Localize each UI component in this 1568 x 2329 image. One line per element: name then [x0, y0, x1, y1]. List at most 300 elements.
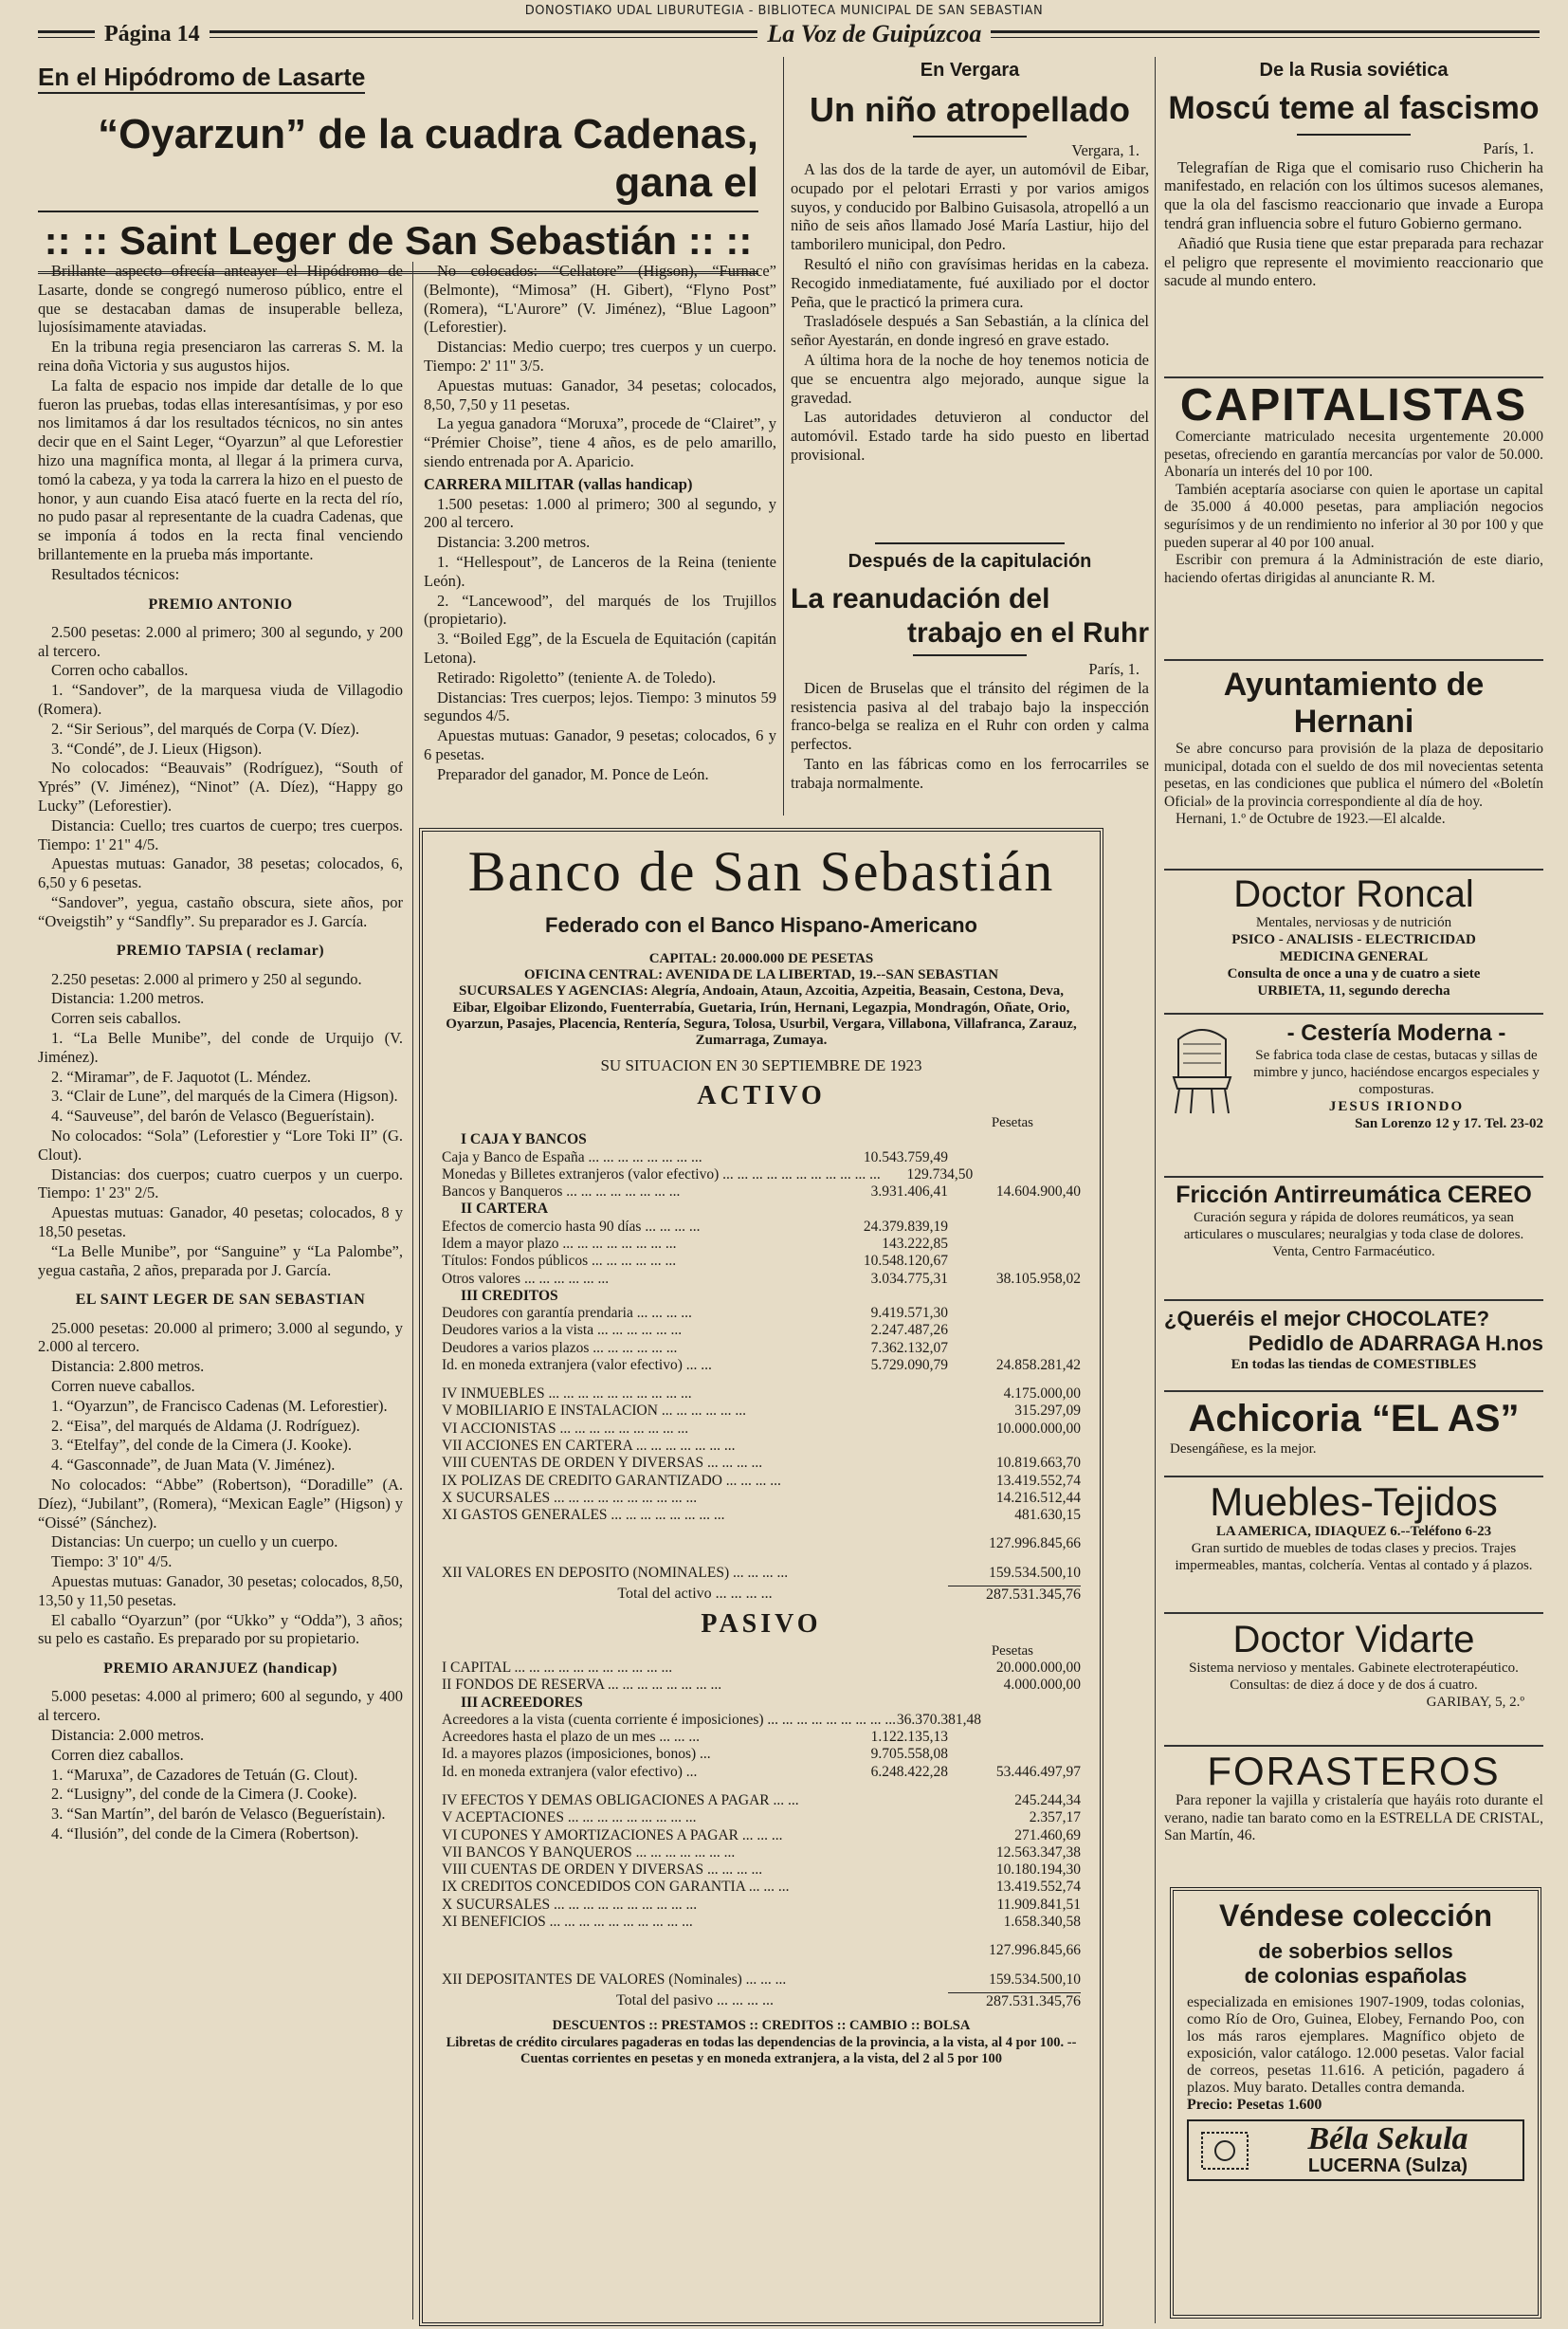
ledger-row: [442, 1166, 1081, 1183]
paragraph: Telegrafían de Riga que el comisario ruso Chicherin ha manifestado, en relación con los últimos sucesos alemanes, que la ola del fascismo reaccionario que invade a Europa tendrá gran influencia sobre el futuro Gobierno germano.: [1164, 157, 1543, 232]
currency-label: Pesetas: [991, 1643, 1033, 1659]
ad-chocolate: [1164, 1307, 1543, 1373]
ad-divider: [1164, 1476, 1543, 1477]
page-number: Página 14: [104, 21, 200, 46]
paragraph: Añadió que Rusia tiene que estar preparada para rechazar el peligro que represente el movimiento reaccionario que sacude al mundo entero.: [1164, 233, 1543, 290]
ad-text: Gran surtido de muebles de todas clases y precios. Trajes impermeables, mantas, colchería. Ventas al contado y á plazos.: [1175, 1541, 1533, 1574]
result-line: 1.500 pesetas: 1.000 al primero; 300 al segundo, y 200 al tercero.: [424, 494, 776, 532]
ledger-row: [442, 1288, 1081, 1305]
ledger-label: V ACEPTACIONES ... ... ... ... ... ... ... ... ...: [442, 1809, 697, 1826]
ledger-row: [442, 1879, 1081, 1896]
ledger-subamount: [834, 1844, 948, 1861]
result-line: Distancias: Medio cuerpo; tres cuerpos y un cuerpo. Tiempo: 2' 11" 3/5.: [424, 338, 776, 375]
ad-divider: [1164, 869, 1543, 871]
ledger-label: IV EFECTOS Y DEMAS OBLIGACIONES A PAGAR ... ...: [442, 1791, 799, 1808]
ledger-row: [442, 1403, 1081, 1420]
ad-title: Ayuntamiento de Hernani: [1223, 667, 1485, 740]
ledger-subamount: 2.247.487,26: [870, 1322, 948, 1339]
ledger-row: [442, 1253, 1081, 1270]
hipodromo-kicker: En el Hipódromo de Lasarte: [38, 63, 365, 94]
ledger-row: [442, 1861, 1081, 1879]
ledger-amount: [948, 1149, 1081, 1166]
ruhr-dateline: París, 1.: [1088, 660, 1140, 678]
ledger-subamount: [834, 1695, 948, 1712]
postal-stamp-icon: [1196, 2127, 1253, 2174]
ledger-row: [442, 1535, 1081, 1552]
ledger-label: XI BENEFICIOS ... ... ... ... ... ... ... ... ... ...: [442, 1913, 693, 1930]
result-line: Corren ocho caballos.: [51, 661, 189, 680]
ledger-label: Acreedores hasta el plazo de un mes ... ... ...: [442, 1729, 701, 1746]
ad-title: FORASTEROS: [1207, 1749, 1501, 1793]
headline-rule: [1297, 134, 1411, 136]
result-line: 3. “San Martín”, del barón de Velasco (Beguerístain).: [51, 1805, 386, 1824]
ad-vendese: [1170, 1887, 1541, 2319]
ledger-row: [442, 1971, 1081, 1989]
result-line: La yegua ganadora “Moruxa”, procede de “Clairet”, y “Prémier Choise”, tiene 4 años, es de pelo amarillo, siendo entrenada por A. Aparicio.: [424, 414, 776, 470]
activo-total-row: [442, 1586, 1081, 1604]
result-line: 2. “Lancewood”, del marqués de los Trujillos (propietario).: [424, 591, 776, 629]
result-line: 1. “La Belle Munibe”, del conde de Urquijo (V. Jiménez).: [38, 1029, 403, 1066]
ledger-label: II CARTERA: [461, 1201, 549, 1218]
column-rule: [1155, 57, 1156, 2323]
ledger-row: [442, 1183, 1081, 1201]
bank-footer-services: DESCUENTOS :: PRESTAMOS :: CREDITOS :: CAMBIO :: BOLSA: [552, 2017, 971, 2033]
ledger-subamount: [834, 1971, 948, 1989]
ledger-label: Idem a mayor plazo ... ... ... ... ... ... ... ...: [442, 1235, 677, 1252]
ledger-amount: 53.446.497,97: [995, 1763, 1081, 1780]
ledger-amount: 271.460,69: [1014, 1826, 1081, 1843]
ledger-label: Deudores con garantía prendaria ... ... ... ...: [442, 1305, 692, 1322]
ad-text: Se fabrica toda clase de cestas, butacas y sillas de mimbre y junco, haciéndose encargos especiales y composturas.: [1253, 1048, 1540, 1097]
ledger-row: [442, 1897, 1081, 1914]
ledger-subamount: 1.122.135,13: [870, 1729, 948, 1746]
hipodromo-column-2: [424, 262, 776, 812]
ad-text: Se abre concurso para provisión de la plaza de depositario municipal, dotada con el sueldo de dos mil novecientas setenta pesetas, en las condiciones que publica el número del «Boletín Oficial» de la provincia correspondiente al día de hoy.: [1164, 741, 1543, 810]
ruhr-kicker: Después de la capitulación: [848, 551, 1092, 572]
ad-friccion-cereo: [1164, 1182, 1543, 1260]
saint-leger-results: [38, 1319, 403, 1649]
premio-tapsia-results: [38, 970, 403, 1280]
ledger-row: [442, 1305, 1081, 1322]
ledger-row: [442, 1219, 1081, 1236]
ledger-subamount: [834, 1535, 948, 1552]
hipodromo-headline-1: “Oyarzun” de la cuadra Cadenas, gana el: [38, 111, 758, 212]
result-line: No colocados: “Cellatore” (Higson), “Furnace” (Belmonte), “Mimosa” (H. Gibert), “Flyno Post” (Romera), “L'Aurore” (V. Jiménez), “Blue Lagoon” (Leforestier).: [424, 262, 776, 337]
ledger-amount: 159.534.500,10: [989, 1564, 1081, 1581]
result-line: 1. “Sandover”, de la marquesa viuda de Villagodio (Romera).: [38, 681, 403, 718]
result-line: 1. “Maruxa”, de Cazadores de Tetuán (G. Clout).: [51, 1765, 358, 1784]
ledger-amount: 10.000.000,00: [995, 1420, 1081, 1437]
section-title-premio-tapsia: PREMIO TAPSIA ( reclamar): [116, 943, 325, 960]
result-line: Distancia: 1.200 metros.: [51, 989, 205, 1008]
hipodromo-article-header: [38, 63, 758, 274]
ad-price: Precio: Pesetas 1.600: [1187, 2097, 1322, 2113]
ad-hernani: [1164, 667, 1543, 829]
ledger-label: X SUCURSALES ... ... ... ... ... ... ... ... ... ...: [442, 1489, 698, 1506]
result-line: 4. “Sauveuse”, del barón de Velasco (Beguerístain).: [51, 1107, 375, 1126]
ledger-label: [442, 1535, 834, 1552]
paragraph: Resultados técnicos:: [51, 564, 180, 583]
ad-text: PSICO - ANALISIS - ELECTRICIDAD: [1231, 932, 1476, 947]
ad-text: San Lorenzo 12 y 17. Tel. 23-02: [1355, 1116, 1543, 1131]
ledger-subamount: 6.248.422,28: [870, 1763, 948, 1780]
result-line: 25.000 pesetas: 20.000 al primero; 3.000 al segundo, y 2.000 al tercero.: [38, 1318, 403, 1356]
ledger-label: VII BANCOS Y BANQUEROS ... ... ... ... ... ... ...: [442, 1843, 736, 1861]
result-line: Distancia: 3.200 metros.: [437, 533, 591, 552]
ledger-row: [442, 1827, 1081, 1844]
pasivo-table: [442, 1660, 1081, 1989]
result-line: 2. “Sir Serious”, del marqués de Corpa (V. Díez).: [51, 719, 360, 738]
ledger-label: XI GASTOS GENERALES ... ... ... ... ... ... ... ...: [442, 1507, 725, 1524]
ledger-amount: 10.180.194,30: [995, 1861, 1081, 1879]
ledger-label: Caja y Banco de España ... ... ... ... ... ... ... ...: [442, 1148, 702, 1165]
result-line: Apuestas mutuas: Ganador, 40 pesetas; colocados, 8 y 18,50 pesetas.: [38, 1203, 403, 1241]
ledger-subamount: [834, 1438, 948, 1455]
ledger-amount: 4.000.000,00: [1003, 1677, 1081, 1694]
ledger-subamount: 9.705.558,08: [870, 1746, 948, 1763]
ad-title: Achicoria “EL AS”: [1188, 1398, 1520, 1440]
bank-situation: SU SITUACION EN 30 SEPTIEMBRE DE 1923: [600, 1056, 922, 1075]
ledger-row: [442, 1729, 1081, 1746]
ledger-label: Id. en moneda extranjera (valor efectivo) ...: [442, 1763, 698, 1780]
result-line: Apuestas mutuas: Ganador, 9 pesetas; colocados, 6 y 6 pesetas.: [424, 726, 776, 763]
rusia-kicker: De la Rusia soviética: [1259, 60, 1449, 81]
result-line: 2.250 pesetas: 2.000 al primero y 250 al segundo.: [51, 969, 362, 988]
ledger-subamount: [834, 1455, 948, 1472]
ledger-subamount: [834, 1490, 948, 1507]
ledger-amount: 24.858.281,42: [995, 1356, 1081, 1373]
row-spacer: [442, 1960, 1081, 1971]
ledger-subamount: [834, 1792, 948, 1809]
ledger-subamount: 9.419.571,30: [870, 1305, 948, 1322]
ledger-label: VI CUPONES Y AMORTIZACIONES A PAGAR ... ... ...: [442, 1826, 783, 1843]
section-title-saint-leger: EL SAINT LEGER DE SAN SEBASTIAN: [75, 1292, 366, 1309]
ledger-label: VIII CUENTAS DE ORDEN Y DIVERSAS ... ... ... ...: [442, 1861, 763, 1879]
ledger-subamount: 129.734,50: [906, 1165, 974, 1183]
seller-logo-box: [1187, 2119, 1524, 2181]
header-rule: [210, 30, 758, 38]
ledger-label: VII ACCIONES EN CARTERA ... ... ... ... ... ... ...: [442, 1438, 736, 1455]
ledger-row: [442, 1322, 1081, 1339]
result-line: 2.500 pesetas: 2.000 al primero; 300 al segundo, y 200 al tercero.: [38, 622, 403, 660]
ledger-row: [442, 1131, 1081, 1148]
ledger-row: [442, 1271, 1081, 1288]
ledger-row: [442, 1340, 1081, 1357]
row-spacer: [442, 1374, 1081, 1385]
paragraph: A las dos de la tarde de ayer, un automóvil de Eibar, ocupado por el pelotari Errasti y por varios amigos suyos, y conducido por Balbino Guisasola, atropelló a un niño de seis años llamado José María Lastiur, hijo del tamborilero municipal, don Pedro.: [791, 159, 1149, 254]
ad-title: Véndese colección: [1218, 1898, 1493, 1933]
ledger-subamount: [834, 1809, 948, 1826]
ad-divider: [1164, 1299, 1543, 1301]
ad-title: - Cestería Moderna -: [1286, 1020, 1506, 1046]
ad-text: Sistema nervioso y mentales. Gabinete electroterapéutico. Consultas: de diez á doce y de dos á cuatro.: [1189, 1660, 1519, 1693]
ledger-amount: 38.105.958,02: [995, 1270, 1081, 1287]
bank-capital: CAPITAL: 20.000.000 DE PESETAS: [648, 951, 874, 966]
section-title-premio-aranjuez: PREMIO ARANJUEZ (handicap): [103, 1660, 337, 1678]
ad-doctor-vidarte: [1164, 1620, 1543, 1711]
section-title-carrera-militar: CARRERA MILITAR (vallas handicap): [424, 474, 693, 493]
ledger-subamount: [834, 1385, 948, 1403]
ledger-row: [442, 1809, 1081, 1826]
ad-text: Pedidlo de ADARRAGA H.nos: [1248, 1331, 1543, 1355]
result-line: Preparador del ganador, M. Ponce de León.: [437, 764, 709, 783]
ledger-amount: 159.534.500,10: [989, 1971, 1081, 1988]
ad-text: LA AMERICA, IDIAQUEZ 6.--Teléfono 6-23: [1215, 1524, 1492, 1540]
ledger-label: Deudores a varios plazos ... ... ... ... ... ...: [442, 1339, 678, 1356]
ledger-subamount: [834, 1473, 948, 1490]
vergara-dateline: Vergara, 1.: [1071, 141, 1140, 160]
ledger-subamount: 10.548.120,67: [863, 1253, 948, 1270]
ledger-subamount: 10.543.759,49: [863, 1148, 948, 1165]
ad-text: especializada en emisiones 1907-1909, todas colonias, como Río de Oro, Guinea, Elobey, Fernando Poo, con los más raros ejemplares. Magnífico objeto de exposición, valor catálogo. 12.000 pesetas. Valor facial de correos, pesetas 11.616. A petición, pagadero á plazos. Muy barato. Detalles contra demanda.: [1187, 1994, 1524, 2096]
ad-muebles: [1164, 1481, 1543, 1574]
ad-text: Curación segura y rápida de dolores reumáticos, ya sean articulares o musculares; neuralgias y toda clase de dolores.: [1183, 1210, 1524, 1242]
row-spacer: [442, 1553, 1081, 1565]
result-line: 3. “Boiled Egg”, de la Escuela de Equitación (capitán Letona).: [424, 630, 776, 667]
result-line: Corren nueve caballos.: [51, 1377, 195, 1395]
paragraph: Dicen de Bruselas que el tránsito del régimen de la resistencia pasiva al del trabajo bajo la inspección franco-belga se realiza en el Ruhr con orden y calma perfectos.: [791, 678, 1149, 754]
currency-label: Pesetas: [991, 1115, 1033, 1131]
ledger-amount: 14.216.512,44: [995, 1489, 1081, 1506]
headline-rule: [913, 654, 1027, 656]
ledger-label: [442, 1942, 834, 1959]
ad-text: Mentales, nerviosas y de nutrición: [1255, 915, 1452, 930]
ledger-label: Títulos: Fondos públicos ... ... ... ... ... ...: [442, 1253, 677, 1270]
ledger-row: [442, 1490, 1081, 1507]
result-line: 3. “Etelfay”, del conde de la Cimera (J. Kooke).: [51, 1436, 353, 1455]
hipodromo-headline-2: :: :: Saint Leger de San Sebastián :: ::: [38, 218, 758, 274]
ad-text: Consulta de once a una y de cuatro a siete: [1227, 966, 1481, 981]
result-line: No colocados: “Abbe” (Robertson), “Doradille” (A. Díez), “Jubilant”, (Romera), “Mexican Eagle” (Higson) y “Oissé” (Sánchez).: [38, 1475, 403, 1531]
ad-text: URBIETA, 11, segundo derecha: [1257, 983, 1450, 999]
ledger-row: [442, 1201, 1081, 1218]
ad-text: Venta, Centro Farmacéutico.: [1272, 1244, 1435, 1259]
ledger-amount: 13.419.552,74: [995, 1879, 1081, 1896]
ledger-subamount: [834, 1897, 948, 1914]
result-line: 3. “Condé”, de J. Lieux (Higson).: [51, 739, 263, 758]
ledger-label: III CREDITOS: [461, 1287, 558, 1304]
ledger-subamount: [834, 1201, 948, 1218]
ad-capitalistas: [1164, 380, 1543, 587]
ad-divider: [1164, 1745, 1543, 1747]
ledger-label: II FONDOS DE RESERVA ... ... ... ... ... ... ... ...: [442, 1677, 722, 1694]
ledger-label: Id. en moneda extranjera (valor efectivo) ... ...: [442, 1356, 712, 1373]
ledger-subamount: [834, 1879, 948, 1896]
ledger-amount: [948, 1236, 1081, 1253]
activo-total-value: 287.531.345,76: [948, 1586, 1081, 1604]
paragraph: Tanto en las fábricas como en los ferrocarriles se trabaja normalmente.: [791, 754, 1149, 792]
paragraph: Resultó el niño con gravísimas heridas en la cabeza. Recogido inmediatamente, fué auxiliado por el doctor Peña, que le practicó la primera cura.: [791, 254, 1149, 311]
header-rule: [38, 30, 95, 38]
ledger-label: Efectos de comercio hasta 90 días ... ... ... ...: [442, 1218, 701, 1235]
ledger-amount: 1.658.340,58: [1003, 1913, 1081, 1930]
result-line: 1. “Hellespout”, de Lanceros de la Reina (teniente León).: [424, 552, 776, 590]
result-line: 4. “Ilusión”, del conde de la Cimera (Robertson).: [51, 1824, 359, 1843]
bank-branches: SUCURSALES Y AGENCIAS: Alegría, Andoain, Ataun, Azcoitia, Azpeitia, Beasain, Cestona, Deva, Eibar, Elgoibar Elizondo, Fuenterrabía, Guetaria, Irún, Hernani, Legazpia, Mondragón, Oñate, Orio, Oyarzun, Pasajes, Placencia, Rentería, Segura, Tolosa, Usurbil, Vergara, Villabona, Villafranca, Zarauz, Zumarraga, Zumaya.: [446, 983, 1077, 1048]
ledger-amount: [948, 1322, 1081, 1339]
ledger-subamount: 3.034.775,31: [870, 1270, 948, 1287]
ledger-row: [442, 1421, 1081, 1438]
ledger-row: [442, 1942, 1081, 1959]
hipodromo-intro: [38, 262, 403, 584]
ledger-amount: 14.604.900,40: [995, 1183, 1081, 1201]
premio-antonio-results: [38, 623, 403, 931]
ad-text: de colonias españolas: [1244, 1964, 1468, 1988]
ledger-row: [442, 1507, 1081, 1524]
pasivo-total-value: 287.531.345,76: [948, 1992, 1081, 2010]
ledger-subamount: 5.729.090,79: [870, 1356, 948, 1373]
ad-cesteria: [1164, 1020, 1543, 1132]
ledger-label: I CAJA Y BANCOS: [461, 1131, 587, 1148]
ad-divider: [1164, 1612, 1543, 1614]
pasivo-title: PASIVO: [701, 1609, 822, 1639]
ledger-subamount: [834, 1660, 948, 1677]
ledger-subamount: [834, 1677, 948, 1694]
ad-divider: [1164, 659, 1543, 661]
watermark: DONOSTIAKO UDAL LIBURUTEGIA - BIBLIOTECA MUNICIPAL DE SAN SEBASTIAN: [524, 4, 1044, 18]
result-line: Distancia: 2.000 metros.: [51, 1725, 205, 1744]
rusia-dateline: París, 1.: [1483, 138, 1534, 157]
ledger-row: [442, 1660, 1081, 1677]
ad-achicoria: [1164, 1398, 1543, 1458]
ledger-amount: 10.819.663,70: [995, 1455, 1081, 1472]
result-line: 2. “Eisa”, del marqués de Aldama (J. Rodríguez).: [51, 1416, 360, 1435]
vergara-headline: Un niño atropellado: [810, 90, 1130, 129]
result-line: Distancias: dos cuerpos; cuatro cuerpos y un cuerpo. Tiempo: 1' 23" 2/5.: [38, 1164, 403, 1202]
ad-doctor-roncal: [1164, 874, 1543, 999]
section-title-premio-antonio: PREMIO ANTONIO: [148, 596, 293, 613]
paragraph: Brillante aspecto ofrecía anteayer el Hipódromo de Lasarte, donde se congregó numeroso público, entre el que se destacaban damas de insuperable belleza, lujosísimamente ataviadas.: [38, 262, 403, 337]
result-line: 1. “Oyarzun”, de Francisco Cadenas (M. Leforestier).: [51, 1396, 388, 1415]
ledger-label: I CAPITAL ... ... ... ... ... ... ... ... ... ... ...: [442, 1660, 673, 1676]
paragraph: La falta de espacio nos impide dar detalle de lo que fueron las pruebas, todas ellas interesantísimas, y por eso nos limitamos á dar los resultados técnicos, no sin antes decir que en el Saint Leger, “Oyarzun” al que Leforestier hizo una magnífica monta, al llegar á la primera curva, tomó la cabeza, y ya toda la carrera la hizo en el puesto de honor, y aun cuando Eisa atacó fuerte en la recta del río, no pudo pasar al representante de la cuadra Cadenas, que se imponía á todos en la recta final venciendo brillantemente en la prueba más importante.: [38, 376, 403, 563]
ledger-row: [442, 1473, 1081, 1490]
premio-aranjuez-results: [38, 1687, 403, 1843]
activo-title: ACTIVO: [697, 1081, 826, 1111]
hipodromo-column-1: [38, 262, 403, 2320]
ledger-row: [442, 1455, 1081, 1472]
bank-subtitle: Federado con el Banco Hispano-Americano: [545, 913, 977, 937]
result-line: Distancias: Un cuerpo; un cuello y un cuerpo.: [51, 1532, 338, 1551]
headline-rule: [913, 136, 1027, 138]
pasivo-total-label: Total del pasivo ... ... ... ...: [616, 1991, 774, 2008]
ledger-subamount: [834, 1827, 948, 1844]
article-divider: [875, 542, 1065, 544]
ledger-label: Deudores varios a la vista ... ... ... ... ... ...: [442, 1322, 683, 1339]
ledger-label: IV INMUEBLES ... ... ... ... ... ... ... ... ... ...: [442, 1385, 692, 1403]
ledger-label: Id. a mayores plazos (imposiciones, bonos) ...: [442, 1746, 711, 1763]
result-line: 5.000 pesetas: 4.000 al primero; 600 al segundo, y 400 al tercero.: [38, 1687, 403, 1725]
ledger-amount: 2.357,17: [1029, 1809, 1081, 1826]
ledger-subamount: [834, 1421, 948, 1438]
ledger-label: VI ACCIONISTAS ... ... ... ... ... ... ... ... ...: [442, 1420, 689, 1437]
ad-text: MEDICINA GENERAL: [1279, 949, 1429, 964]
ledger-amount: 11.909.841,51: [996, 1896, 1081, 1913]
ledger-row: [442, 1236, 1081, 1253]
ledger-amount: [948, 1131, 1081, 1148]
result-line: 2. “Miramar”, de F. Jaquotot (L. Méndez.: [51, 1067, 312, 1086]
result-line: Tiempo: 3' 10" 4/5.: [51, 1552, 173, 1571]
ledger-amount: 481.630,15: [1014, 1507, 1081, 1524]
ledger-label: IX POLIZAS DE CREDITO GARANTIZADO ... ... ... ...: [442, 1472, 781, 1489]
result-line: Retirado: Rigoletto” (teniente A. de Toledo).: [437, 668, 717, 687]
ledger-label: X SUCURSALES ... ... ... ... ... ... ... ... ... ...: [442, 1896, 698, 1913]
ledger-subamount: [834, 1403, 948, 1420]
ledger-row: [442, 1565, 1081, 1582]
ledger-row: [442, 1844, 1081, 1861]
ledger-amount: [948, 1201, 1081, 1218]
row-spacer: [442, 1524, 1081, 1535]
seller-logo: Béla Sekula: [1307, 2121, 1468, 2156]
ledger-label: IX CREDITOS CONCEDIDOS CON GARANTIA ... ... ...: [442, 1879, 790, 1896]
ledger-label: XII VALORES EN DEPOSITO (NOMINALES) ... ... ... ...: [442, 1564, 789, 1581]
ledger-amount: [981, 1712, 1081, 1729]
ledger-subamount: 7.362.132,07: [870, 1339, 948, 1356]
bank-footer-terms: Libretas de crédito circulares pagaderas en todas las dependencias de la provincia, a la vista, al 4 por 100. -- Cuentas corrientes en pesetas y en moneda extranjera, a la vista, del 2 al 5 por 100: [446, 2035, 1077, 2067]
ledger-subamount: 143.222,85: [882, 1235, 948, 1252]
pasivo-total-row: [442, 1992, 1081, 2010]
ledger-amount: 12.563.347,38: [995, 1843, 1081, 1861]
vergara-article: [791, 59, 1149, 542]
ruhr-headline-1: La reanudación del: [791, 583, 1050, 614]
ledger-label: III ACREEDORES: [461, 1694, 583, 1711]
rusia-article: [1164, 59, 1543, 372]
ruhr-article: [791, 542, 1149, 817]
ledger-subamount: 3.931.406,41: [870, 1183, 948, 1201]
ad-text: Hernani, 1.º de Octubre de 1923.—El alcalde.: [1176, 811, 1446, 828]
bank-office: OFICINA CENTRAL: AVENIDA DE LA LIBERTAD, 19.--SAN SEBASTIAN: [523, 967, 999, 982]
ledger-amount: [948, 1746, 1081, 1763]
ad-title: Fricción Antirreumática CEREO: [1176, 1182, 1532, 1208]
ledger-label: XII DEPOSITANTES DE VALORES (Nominales) ... ... ...: [442, 1971, 787, 1988]
ad-title: Doctor Vidarte: [1232, 1619, 1475, 1660]
result-line: Apuestas mutuas: Ganador, 34 pesetas; colocados, 8,50, 7,50 y 11 pesetas.: [424, 376, 776, 413]
bank-title: Banco de San Sebastián: [467, 840, 1055, 903]
ad-text: de soberbios sellos: [1258, 1939, 1453, 1963]
row-spacer: [442, 1931, 1081, 1942]
result-line: Corren seis caballos.: [51, 1009, 182, 1028]
ledger-row: [442, 1792, 1081, 1809]
ledger-label: Bancos y Banqueros ... ... ... ... ... ... ... ...: [442, 1183, 681, 1201]
paragraph: A última hora de la noche de hoy tenemos noticia de que se encuentra algo mejorado, aunque sigue la gravedad.: [791, 350, 1149, 407]
result-line: No colocados: “Beauvais” (Rodríguez), “South of Yprés” (V. Jiménez), “Ninot” (A. Díez), “Happy go Lucky” (Leforestier).: [38, 759, 403, 815]
ad-text: También aceptaría asociarse con quien le aportase un capital de 35.000 á 40.000 pesetas, para ampliación negocios segurísimos y de un rendimiento no inferior al 30 por 100 y que pueden superar al 40 por 100 anual.: [1164, 481, 1543, 551]
ledger-row: [442, 1746, 1081, 1763]
result-line: 2. “Lusigny”, del conde de la Cimera (J. Cooke).: [51, 1785, 357, 1804]
ledger-label: Monedas y Billetes extranjeros (valor efectivo) ... ... ... ... ... ... ... ... ... ... ...: [442, 1165, 881, 1183]
ad-text: Comerciante matriculado necesita urgentemente 20.000 pesetas, ofreciendo en garantía mercancías por valor de 50.000. Abonaría un interés del 10 por 100.: [1164, 429, 1543, 481]
ledger-row: [442, 1914, 1081, 1931]
ledger-amount: [948, 1253, 1081, 1270]
masthead: La Voz de Guipúzcoa: [767, 20, 982, 47]
activo-total-label: Total del activo ... ... ... ...: [617, 1586, 773, 1602]
ledger-subamount: 36.370.381,48: [896, 1711, 982, 1728]
ledger-amount: 4.175.000,00: [1003, 1385, 1081, 1403]
ledger-amount: [948, 1219, 1081, 1236]
result-line: Corren diez caballos.: [51, 1745, 184, 1764]
ledger-amount: [948, 1729, 1081, 1746]
ad-divider: [1164, 376, 1543, 378]
ledger-subamount: [834, 1288, 948, 1305]
ledger-amount: 20.000.000,00: [995, 1660, 1081, 1676]
ledger-amount: 245.244,34: [1014, 1791, 1081, 1808]
result-line: El caballo “Oyarzun” (por “Ukko” y “Odda”), 3 años; su pelo es castaño. Es preparado por su propietario.: [38, 1610, 403, 1648]
ad-title: Doctor Roncal: [1233, 873, 1474, 915]
ledger-amount: 127.996.845,66: [989, 1942, 1081, 1959]
ledger-amount: 127.996.845,66: [989, 1535, 1081, 1552]
ledger-subamount: 24.379.839,19: [863, 1218, 948, 1235]
ad-text: Para reponer la vajilla y cristalería que hayáis roto durante el verano, nadie tan barato como en la ESTRELLA DE CRISTAL, San Martín, 46.: [1164, 1792, 1543, 1844]
